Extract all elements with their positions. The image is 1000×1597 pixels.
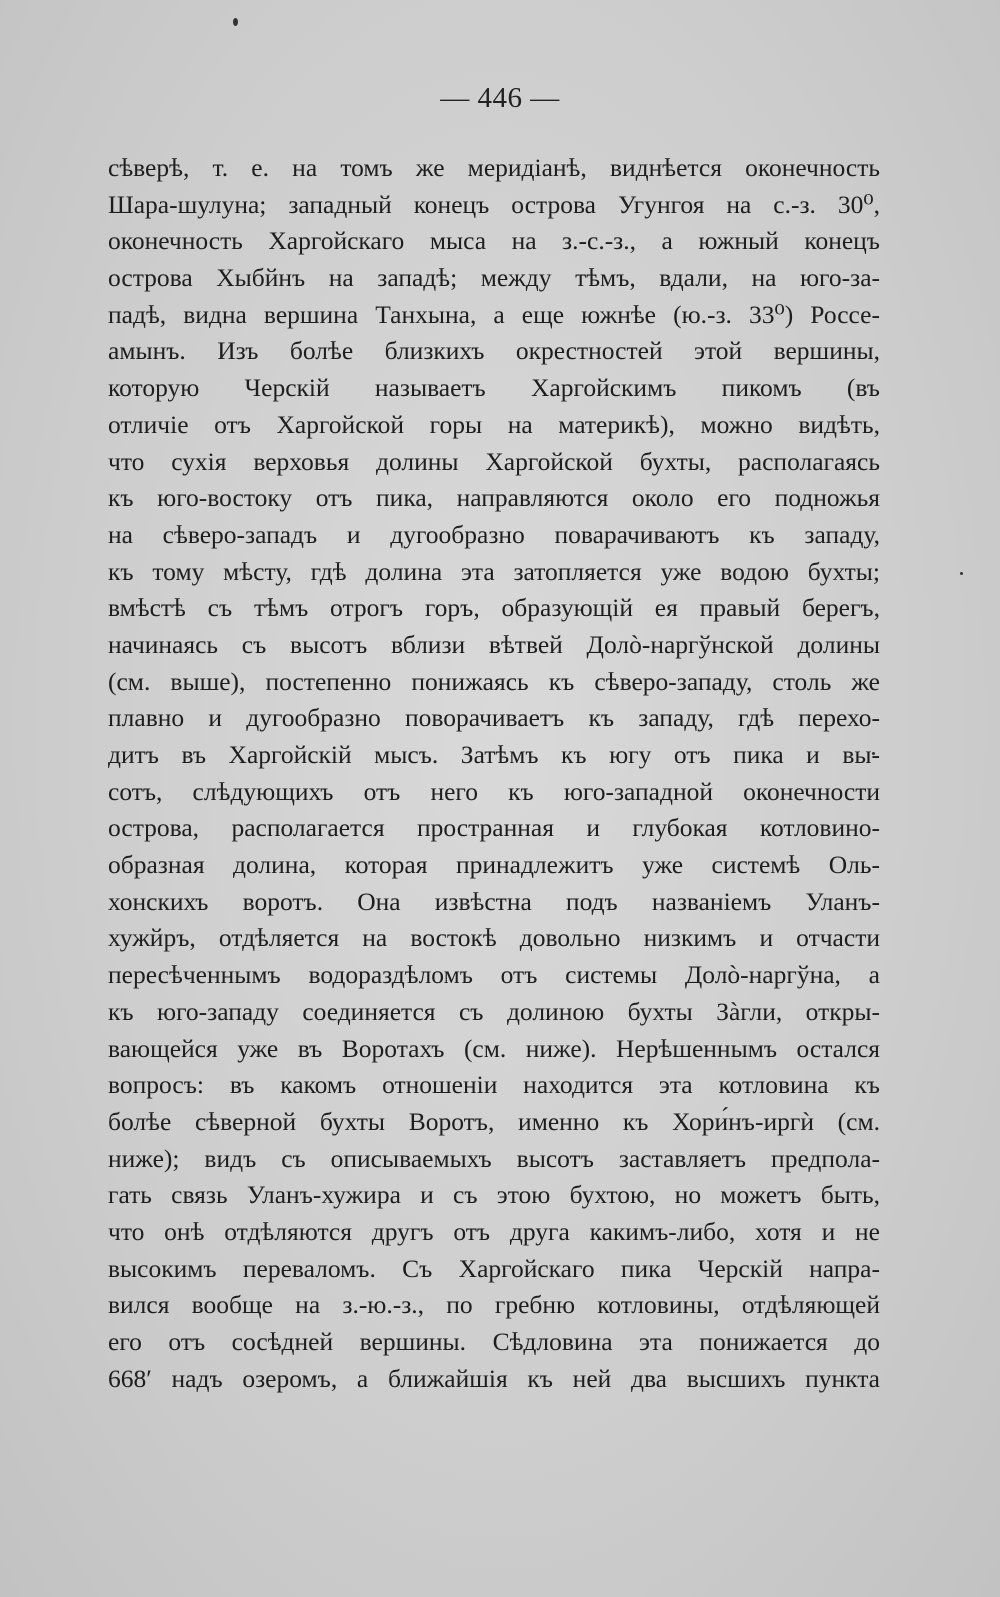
text-line: пересѣченнымъ водораздѣломъ отъ системы Долò-наргўна, а: [108, 960, 880, 990]
text-line: высокимъ переваломъ. Съ Харгойскаго пика Черскій напра-: [108, 1253, 880, 1283]
text-line: острова Хыбйнъ на западѣ; между тѣмъ, вдали, на юго-за-: [108, 263, 880, 293]
text-line: дитъ въ Харгойскій мысъ. Затѣмъ къ югу отъ пика и вы-: [108, 740, 880, 769]
text-line: начинаясь съ высотъ вблизи вѣтвей Долò-наргўнской долины: [108, 629, 880, 659]
text-line: ниже); видъ съ описываемыхъ высотъ заставляетъ предпола-: [108, 1143, 880, 1173]
text-line: 668′ надъ озеромъ, а ближайшія къ ней два высшихъ пункта: [108, 1363, 880, 1393]
text-line: падѣ, видна вершина Танхына, а еще южнѣе (ю.-з. 33⁰) Россе-: [108, 299, 880, 329]
text-line: сотъ, слѣдующихъ отъ него къ юго-западной оконечности: [108, 776, 880, 806]
text-line: къ юго-западу соединяется съ долиною бухты Зàгли, откры-: [108, 996, 880, 1026]
text-line: вился вообще на з.-ю.-з., по гребню котловины, отдѣляющей: [108, 1290, 880, 1320]
text-line: къ юго-востоку отъ пика, направляются около его подножья: [108, 483, 880, 513]
text-line: его отъ сосѣдней вершины. Сѣдловина эта понижается до: [108, 1327, 880, 1356]
text-line: хонскихъ воротъ. Она извѣстна подъ названіемъ Уланъ-: [108, 886, 880, 916]
text-line: (см. выше), постепенно понижаясь къ сѣверо-западу, столь же: [108, 666, 880, 696]
text-line: которую Черскій называетъ Харгойскимъ пикомъ (въ: [108, 373, 880, 403]
text-line: на сѣверо-западъ и дугообразно поварачиваютъ къ западу,: [108, 519, 880, 549]
text-line: что онѣ отдѣляются другъ отъ друга какимъ-либо, хотя и не: [108, 1216, 880, 1246]
text-line: амынъ. Изъ болѣе близкихъ окрестностей этой вершины,: [108, 336, 880, 366]
text-line: вопросъ: въ какомъ отношеніи находится эта котловина къ: [108, 1070, 880, 1100]
text-line: сѣверѣ, т. е. на томъ же меридіанѣ, виднѣется оконечность: [108, 153, 880, 182]
text-line: гать связь Уланъ-хужира и съ этою бухтою, но можетъ быть,: [108, 1180, 880, 1210]
text-line: оконечность Харгойскаго мыса на з.-с.-з., а южный конецъ: [108, 226, 880, 256]
scan-speck: [960, 572, 963, 575]
text-line: что сухія верховья долины Харгойской бухты, располагаясь: [108, 446, 880, 476]
text-line: Шара-шулуна; западный конецъ острова Угунгоя на с.-з. 30⁰,: [108, 189, 880, 219]
text-line: плавно и дугообразно поворачиваетъ къ западу, гдѣ перехо-: [108, 703, 880, 733]
text-line: къ тому мѣсту, гдѣ долина эта затопляется уже водою бухты;: [108, 556, 880, 586]
text-line: острова, располагается пространная и глубокая котловино-: [108, 813, 880, 843]
text-line: хужйръ, отдѣляется на востокѣ довольно низкимъ и отчасти: [108, 923, 880, 953]
scan-speck: [233, 18, 238, 26]
text-line: вмѣстѣ съ тѣмъ отрогъ горъ, образующій ея правый берегъ,: [108, 593, 880, 623]
body-text: [108, 150, 880, 1397]
text-line: болѣе сѣверной бухты Воротъ, именно къ Хори́нъ-иргѝ (см.: [108, 1106, 880, 1136]
text-line: вающейся уже въ Воротахъ (см. ниже). Нерѣшеннымъ остался: [108, 1033, 880, 1063]
text-line: отличіе отъ Харгойской горы на материкѣ), можно видѣть,: [108, 409, 880, 439]
text-line: образная долина, которая принадлежитъ уже системѣ Оль-: [108, 850, 880, 880]
page-number: — 446 —: [440, 82, 560, 114]
